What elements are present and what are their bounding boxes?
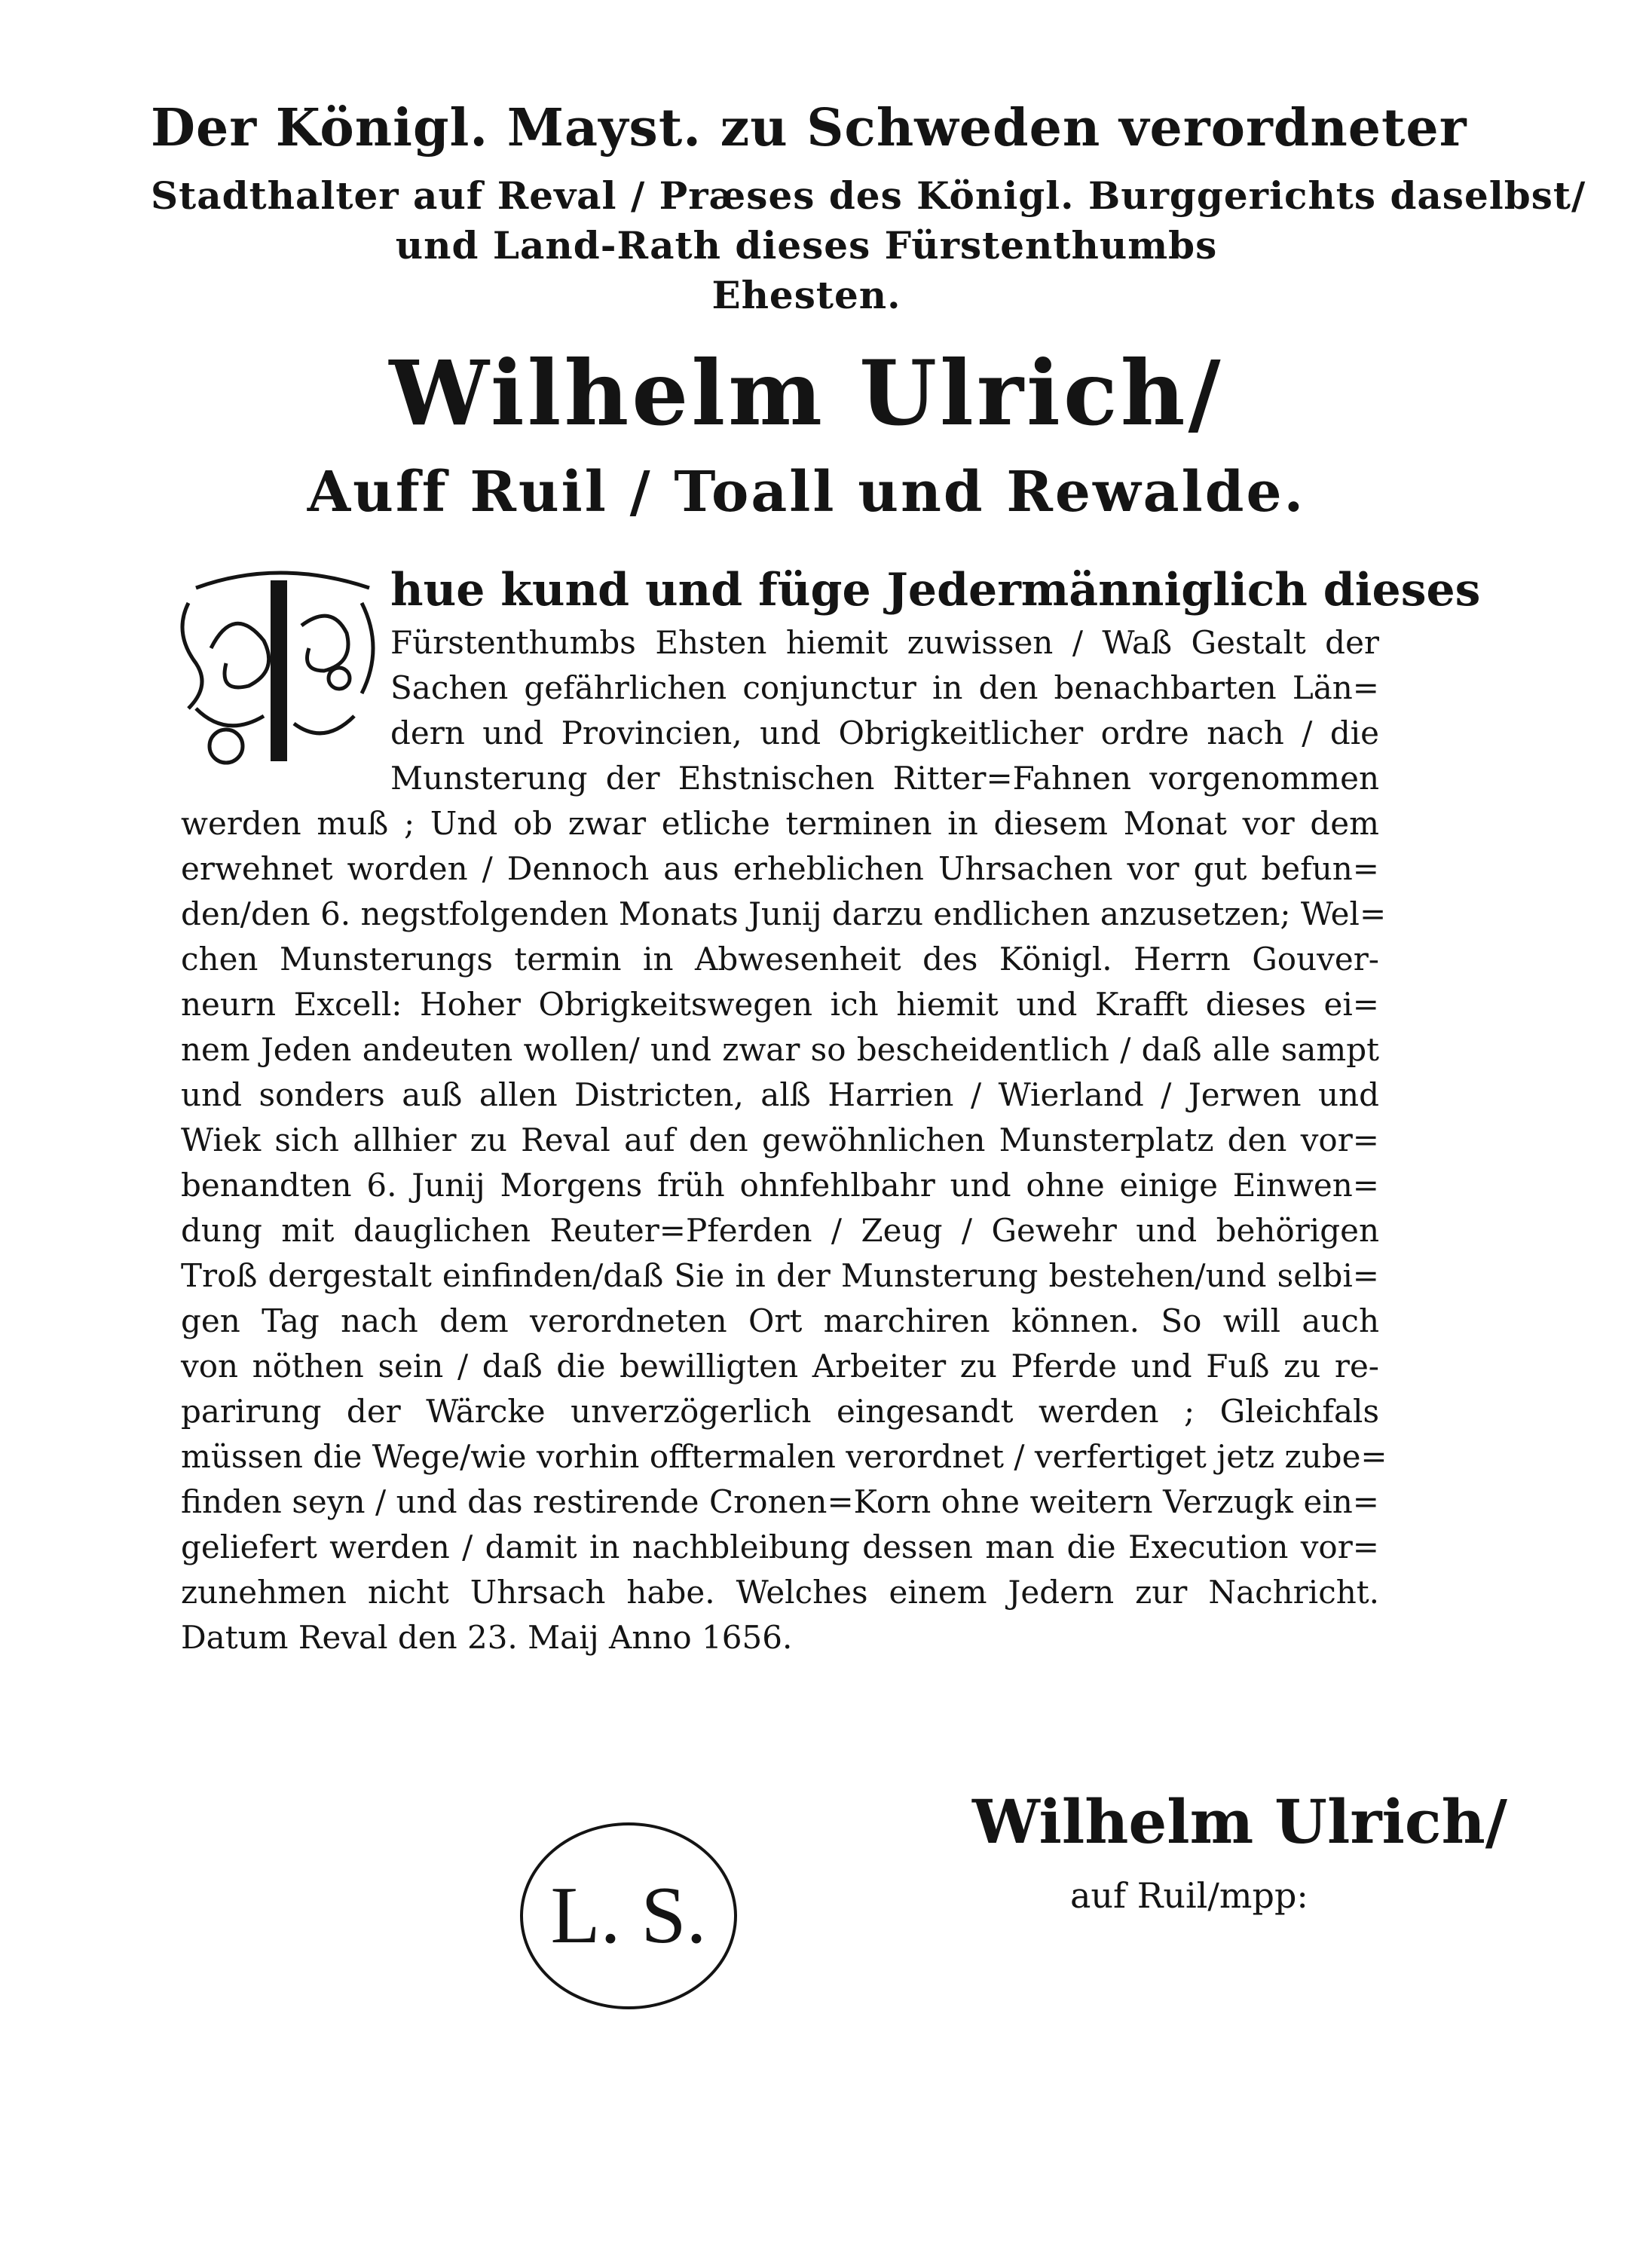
body-line: werden muß ; Und ob zwar etliche terminen in diesem Monat vor dem bbox=[181, 805, 1379, 842]
body-line: gen Tag nach dem verordneten Ort marchiren können. So will auch bbox=[181, 1302, 1379, 1339]
body-line: geliefert werden / damit in nachbleibung dessen man die Execution vor= bbox=[181, 1528, 1379, 1565]
body-line: neurn Excell: Hoher Obrigkeitswegen ich hiemit und Krafft dieses ei= bbox=[181, 986, 1379, 1023]
body-line: von nöthen sein / daß die bewilligten Arbeiter zu Pferde und Fuß zu re- bbox=[181, 1348, 1379, 1385]
body-line: finden seyn / und das restirende Cronen=Korn ohne weitern Verzugk ein= bbox=[181, 1483, 1379, 1520]
body-line: Wiek sich allhier zu Reval auf den gewöhnlichen Munsterplatz den vor= bbox=[181, 1122, 1379, 1158]
body-line: dung mit dauglichen Reuter=Pferden / Zeug / Gewehr und behörigen bbox=[181, 1212, 1379, 1249]
body-line: chen Munsterungs termin in Abwesenheit des Königl. Herrn Gouver- bbox=[181, 941, 1379, 978]
heading-line-1: Der Königl. Mayst. zu Schweden verordneter bbox=[151, 98, 1467, 158]
issuer-name: Wilhelm Ulrich/ bbox=[389, 341, 1224, 445]
body-line: erwehnet worden / Dennoch aus erheblichen Uhrsachen vor gut befun= bbox=[181, 850, 1379, 887]
body-line: Fürstenthumbs Ehsten hiemit zuwissen / Waß Gestalt der bbox=[390, 624, 1379, 661]
body-line: zunehmen nicht Uhrsach habe. Welches einem Jedern zur Nachricht. bbox=[181, 1574, 1379, 1611]
signature-subline: auf Ruil/mpp: bbox=[1070, 1875, 1308, 1916]
body-line: Munsterung der Ehstnischen Ritter=Fahnen vorgenommen bbox=[390, 760, 1379, 797]
heading-line-3: und Land-Rath dieses Fürstenthumbs bbox=[395, 223, 1218, 268]
issuer-estates: Auff Ruil / Toall und Rewalde. bbox=[307, 460, 1306, 525]
body-line: den/den 6. negstfolgenden Monats Junij darzu endlichen anzusetzen; Wel= bbox=[181, 895, 1387, 932]
seal-text: L. S. bbox=[550, 1871, 707, 1960]
ornamental-initial-t bbox=[166, 558, 392, 784]
body-line: müssen die Wege/wie vorhin offtermalen verordnet / verfertiget jetz zube= bbox=[181, 1438, 1387, 1475]
heading-line-4: Ehesten. bbox=[711, 273, 901, 317]
body-line: benandten 6. Junij Morgens früh ohnfehlbahr und ohne einige Einwen= bbox=[181, 1167, 1379, 1204]
ornamental-initial-graphic bbox=[166, 558, 392, 784]
heading-line-2: Stadthalter auf Reval / Præses des Königl. Burggerichts daselbst/ bbox=[151, 173, 1586, 218]
seal-locus-sigilli bbox=[520, 1822, 737, 2009]
date-line: Datum Reval den 23. Maij Anno 1656. bbox=[181, 1619, 793, 1656]
body-line: Sachen gefährlichen conjunctur in den benachbarten Län= bbox=[390, 669, 1379, 706]
body-line: und sonders auß allen Districten, alß Harrien / Wierland / Jerwen und bbox=[181, 1076, 1379, 1113]
body-line: Troß dergestalt einfinden/daß Sie in der Munsterung bestehen/und selbi= bbox=[181, 1257, 1379, 1294]
body-line: dern und Provincien, und Obrigkeitlicher ordre nach / die bbox=[390, 715, 1379, 751]
signature-name: Wilhelm Ulrich/ bbox=[972, 1786, 1507, 1857]
body-line: hue kund und füge Jedermänniglich dieses bbox=[390, 564, 1481, 617]
body-line: parirung der Wärcke unverzögerlich eingesandt werden ; Gleichfals bbox=[181, 1393, 1379, 1430]
body-line: nem Jeden andeuten wollen/ und zwar so bescheidentlich / daß alle sampt bbox=[181, 1031, 1379, 1068]
